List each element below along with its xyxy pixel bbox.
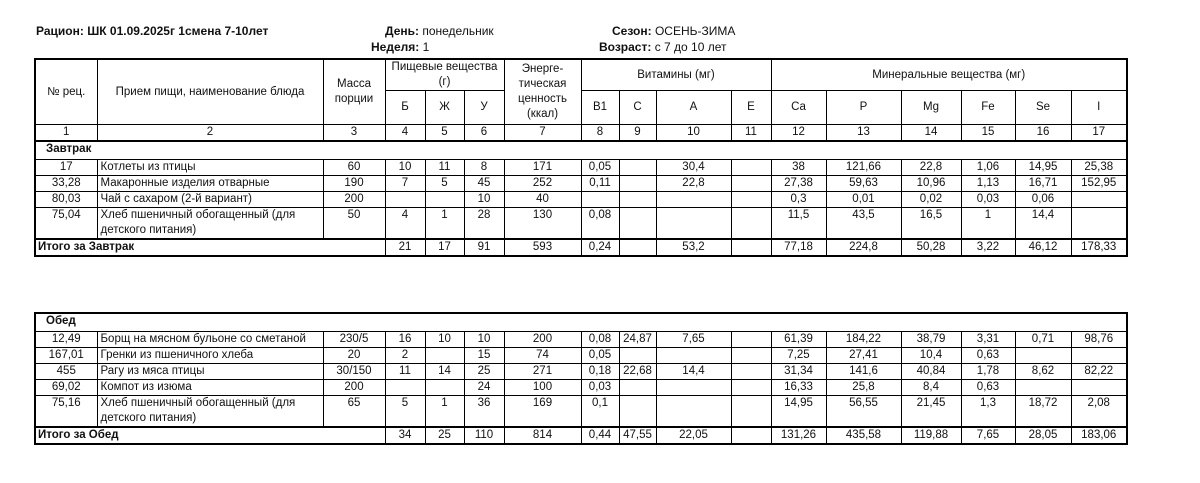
cell — [1015, 379, 1071, 395]
col-fe: Fe — [961, 91, 1015, 125]
cell: 0,08 — [581, 331, 619, 347]
table-row — [35, 191, 1127, 207]
cell: 50 — [323, 207, 385, 239]
cell: 121,66 — [826, 159, 901, 175]
age-field — [599, 40, 727, 54]
total-cell: 814 — [504, 427, 581, 444]
cell: 24,87 — [619, 331, 656, 347]
cell: 184,22 — [826, 331, 901, 347]
cell: 3,31 — [961, 331, 1015, 347]
dish-name: Компот из изюма — [97, 379, 323, 395]
table-row — [35, 379, 1127, 395]
cell — [1071, 347, 1127, 363]
cell: 7 — [385, 175, 425, 191]
cell: 2 — [385, 347, 425, 363]
cell: 1,3 — [961, 395, 1015, 427]
cell: 69,02 — [35, 379, 97, 395]
cell: 36 — [464, 395, 504, 427]
cell: 61,39 — [771, 331, 826, 347]
cell — [731, 191, 771, 207]
day-value: понедельник — [422, 24, 494, 38]
cell: 15 — [464, 347, 504, 363]
total-cell: 0,24 — [581, 239, 619, 256]
cell: 0,05 — [581, 347, 619, 363]
table-row — [35, 347, 1127, 363]
cell: 8,62 — [1015, 363, 1071, 379]
total-cell: 119,88 — [901, 427, 961, 444]
col-name: Прием пищи, наименование блюда — [97, 59, 323, 125]
cell: 74 — [504, 347, 581, 363]
cell: 2,08 — [1071, 395, 1127, 427]
cell: 1,78 — [961, 363, 1015, 379]
cell — [385, 379, 425, 395]
cell: 22,8 — [656, 175, 731, 191]
cell — [385, 191, 425, 207]
cell: 0,11 — [581, 175, 619, 191]
cell: 0,18 — [581, 363, 619, 379]
week-value: 1 — [422, 40, 430, 54]
cell: 16,33 — [771, 379, 826, 395]
breakfast-table — [34, 58, 1128, 257]
cell: 0,71 — [1015, 331, 1071, 347]
cell: 0,03 — [961, 191, 1015, 207]
table-row — [35, 207, 1127, 239]
cell — [731, 347, 771, 363]
col-number: 5 — [425, 125, 464, 142]
cell: 27,41 — [826, 347, 901, 363]
col-energy: Энерге-тическая ценность (ккал) — [504, 59, 581, 125]
cell: 14 — [425, 363, 464, 379]
cell — [581, 191, 619, 207]
cell: 65 — [323, 395, 385, 427]
col-se: Se — [1015, 91, 1071, 125]
cell: 0,05 — [581, 159, 619, 175]
cell: 11,5 — [771, 207, 826, 239]
cell: 0,63 — [961, 379, 1015, 395]
cell — [731, 395, 771, 427]
col-number: 15 — [961, 125, 1015, 142]
cell: 152,95 — [1071, 175, 1127, 191]
col-ca: Ca — [771, 91, 826, 125]
cell: 82,22 — [1071, 363, 1127, 379]
ration-label: Рацион: — [36, 24, 84, 38]
total-cell: 178,33 — [1071, 239, 1127, 256]
total-cell: 25 — [425, 427, 464, 444]
col-ж: Ж — [425, 91, 464, 125]
dish-name: Котлеты из птицы — [97, 159, 323, 175]
cell: 40,84 — [901, 363, 961, 379]
cell — [425, 379, 464, 395]
cell: 17 — [35, 159, 97, 175]
cell: 11 — [425, 159, 464, 175]
cell: 8,4 — [901, 379, 961, 395]
cell — [1071, 191, 1127, 207]
total-cell: 131,26 — [771, 427, 826, 444]
col-i: I — [1071, 91, 1127, 125]
cell — [619, 207, 656, 239]
cell: 59,63 — [826, 175, 901, 191]
cell: 16,5 — [901, 207, 961, 239]
total-cell: 17 — [425, 239, 464, 256]
total-cell: 28,05 — [1015, 427, 1071, 444]
cell — [656, 347, 731, 363]
cell: 28 — [464, 207, 504, 239]
cell: 21,45 — [901, 395, 961, 427]
col-b1: B1 — [581, 91, 619, 125]
cell: 190 — [323, 175, 385, 191]
day-label: День: — [385, 24, 419, 38]
cell — [656, 379, 731, 395]
total-row — [35, 427, 1127, 444]
col-number: 6 — [464, 125, 504, 142]
lunch-table — [34, 312, 1128, 445]
dish-name: Рагу из мяса птицы — [97, 363, 323, 379]
col-mg: Mg — [901, 91, 961, 125]
col-e: E — [731, 91, 771, 125]
cell: 14,95 — [1015, 159, 1071, 175]
cell: 0,63 — [961, 347, 1015, 363]
total-cell: 22,05 — [656, 427, 731, 444]
total-cell: 34 — [385, 427, 425, 444]
section-title: Завтрак — [35, 141, 1127, 159]
cell: 25,38 — [1071, 159, 1127, 175]
cell: 7,65 — [656, 331, 731, 347]
cell: 10 — [425, 331, 464, 347]
cell: 0,01 — [826, 191, 901, 207]
cell: 10 — [464, 331, 504, 347]
cell: 230/5 — [323, 331, 385, 347]
total-cell: 0,44 — [581, 427, 619, 444]
cell: 16,71 — [1015, 175, 1071, 191]
day-field — [385, 24, 494, 38]
table-row — [35, 395, 1127, 427]
total-row — [35, 239, 1127, 256]
cell: 4 — [385, 207, 425, 239]
age-label: Возраст: — [599, 40, 652, 54]
cell — [619, 379, 656, 395]
col-number: 2 — [97, 125, 323, 142]
cell — [1071, 207, 1127, 239]
cell: 1,13 — [961, 175, 1015, 191]
cell: 45 — [464, 175, 504, 191]
col-number: 17 — [1071, 125, 1127, 142]
total-cell: 224,8 — [826, 239, 901, 256]
season-label: Сезон: — [612, 24, 652, 38]
table-row — [35, 175, 1127, 191]
total-cell: 110 — [464, 427, 504, 444]
age-value: с 7 до 10 лет — [654, 40, 727, 54]
cell: 8 — [464, 159, 504, 175]
cell: 11 — [385, 363, 425, 379]
cell: 1 — [961, 207, 1015, 239]
cell: 0,03 — [581, 379, 619, 395]
cell: 252 — [504, 175, 581, 191]
cell: 200 — [323, 191, 385, 207]
cell: 22,68 — [619, 363, 656, 379]
total-cell: 91 — [464, 239, 504, 256]
col-number: 3 — [323, 125, 385, 142]
cell: 141,6 — [826, 363, 901, 379]
total-cell — [731, 239, 771, 256]
total-cell: 47,55 — [619, 427, 656, 444]
cell: 38 — [771, 159, 826, 175]
cell: 75,04 — [35, 207, 97, 239]
total-cell: 593 — [504, 239, 581, 256]
col-c: C — [619, 91, 656, 125]
cell: 12,49 — [35, 331, 97, 347]
cell: 200 — [504, 331, 581, 347]
table-row — [35, 363, 1127, 379]
table-row — [35, 331, 1127, 347]
cell: 24 — [464, 379, 504, 395]
cell: 10 — [464, 191, 504, 207]
cell: 10,4 — [901, 347, 961, 363]
cell: 43,5 — [826, 207, 901, 239]
cell — [656, 395, 731, 427]
cell — [731, 175, 771, 191]
cell: 14,4 — [656, 363, 731, 379]
section-breakfast — [35, 141, 1127, 159]
total-cell: 183,06 — [1071, 427, 1127, 444]
cell: 60 — [323, 159, 385, 175]
cell — [656, 207, 731, 239]
section-lunch — [35, 313, 1127, 331]
cell: 30/150 — [323, 363, 385, 379]
cell: 18,72 — [1015, 395, 1071, 427]
cell — [731, 159, 771, 175]
cell: 33,28 — [35, 175, 97, 191]
cell: 455 — [35, 363, 97, 379]
col-б: Б — [385, 91, 425, 125]
total-cell: 7,65 — [961, 427, 1015, 444]
cell: 14,95 — [771, 395, 826, 427]
total-cell — [619, 239, 656, 256]
cell — [619, 395, 656, 427]
total-cell: 3,22 — [961, 239, 1015, 256]
col-number: 16 — [1015, 125, 1071, 142]
col-vitamins: Витамины (мг) — [581, 59, 771, 91]
cell: 30,4 — [656, 159, 731, 175]
season-field — [612, 24, 735, 38]
ration-value: ШК 01.09.2025г 1смена 7-10лет — [87, 24, 269, 38]
total-cell: 53,2 — [656, 239, 731, 256]
cell: 22,8 — [901, 159, 961, 175]
col-number: 1 — [35, 125, 97, 142]
dish-name: Хлеб пшеничный обогащенный (для детского питания) — [97, 395, 323, 427]
cell: 25 — [464, 363, 504, 379]
total-label: Итого за Завтрак — [35, 239, 385, 256]
col-number: 10 — [656, 125, 731, 142]
total-cell: 46,12 — [1015, 239, 1071, 256]
cell — [425, 191, 464, 207]
total-cell: 50,28 — [901, 239, 961, 256]
cell: 130 — [504, 207, 581, 239]
cell: 10,96 — [901, 175, 961, 191]
cell: 56,55 — [826, 395, 901, 427]
cell: 40 — [504, 191, 581, 207]
cell — [619, 159, 656, 175]
cell: 100 — [504, 379, 581, 395]
cell: 1 — [425, 395, 464, 427]
col-number: 7 — [504, 125, 581, 142]
total-cell: 435,58 — [826, 427, 901, 444]
cell — [1071, 379, 1127, 395]
cell: 75,16 — [35, 395, 97, 427]
week-field — [371, 40, 429, 54]
cell: 20 — [323, 347, 385, 363]
cell — [425, 347, 464, 363]
cell: 1 — [425, 207, 464, 239]
cell — [731, 363, 771, 379]
col-number: 14 — [901, 125, 961, 142]
cell — [731, 207, 771, 239]
cell: 0,1 — [581, 395, 619, 427]
cell — [619, 347, 656, 363]
cell: 271 — [504, 363, 581, 379]
cell: 1,06 — [961, 159, 1015, 175]
cell — [731, 379, 771, 395]
dish-name: Борщ на мясном бульоне со сметаной — [97, 331, 323, 347]
cell: 98,76 — [1071, 331, 1127, 347]
cell: 0,08 — [581, 207, 619, 239]
col-number: 8 — [581, 125, 619, 142]
cell: 10 — [385, 159, 425, 175]
col-number: 11 — [731, 125, 771, 142]
dish-name: Хлеб пшеничный обогащенный (для детского питания) — [97, 207, 323, 239]
ration-title — [36, 24, 268, 38]
section-title: Обед — [35, 313, 1127, 331]
dish-name: Макаронные изделия отварные — [97, 175, 323, 191]
cell — [619, 175, 656, 191]
col-number: 9 — [619, 125, 656, 142]
col-minerals: Минеральные вещества (мг) — [771, 59, 1127, 91]
col-a: A — [656, 91, 731, 125]
total-cell: 77,18 — [771, 239, 826, 256]
cell: 167,01 — [35, 347, 97, 363]
cell: 7,25 — [771, 347, 826, 363]
total-cell: 21 — [385, 239, 425, 256]
col-number: 4 — [385, 125, 425, 142]
total-cell — [731, 427, 771, 444]
cell — [656, 191, 731, 207]
dish-name: Гренки из пшеничного хлеба — [97, 347, 323, 363]
dish-name: Чай с сахаром (2-й вариант) — [97, 191, 323, 207]
cell: 200 — [323, 379, 385, 395]
cell: 27,38 — [771, 175, 826, 191]
col-у: У — [464, 91, 504, 125]
col-number: 13 — [826, 125, 901, 142]
cell: 14,4 — [1015, 207, 1071, 239]
week-label: Неделя: — [371, 40, 420, 54]
cell: 169 — [504, 395, 581, 427]
total-label: Итого за Обед — [35, 427, 385, 444]
cell: 0,06 — [1015, 191, 1071, 207]
cell: 0,3 — [771, 191, 826, 207]
cell — [619, 191, 656, 207]
col-p: P — [826, 91, 901, 125]
col-nutrients: Пищевые вещества (г) — [385, 59, 504, 91]
season-value: ОСЕНЬ-ЗИМА — [654, 24, 736, 38]
cell: 16 — [385, 331, 425, 347]
cell: 171 — [504, 159, 581, 175]
cell: 25,8 — [826, 379, 901, 395]
cell: 5 — [425, 175, 464, 191]
cell: 31,34 — [771, 363, 826, 379]
col-num: № рец. — [35, 59, 97, 125]
cell — [1015, 347, 1071, 363]
table-row — [35, 159, 1127, 175]
col-mass: Масса порции — [323, 59, 385, 125]
cell: 5 — [385, 395, 425, 427]
cell — [731, 331, 771, 347]
cell: 38,79 — [901, 331, 961, 347]
cell: 80,03 — [35, 191, 97, 207]
col-number: 12 — [771, 125, 826, 142]
cell: 0,02 — [901, 191, 961, 207]
